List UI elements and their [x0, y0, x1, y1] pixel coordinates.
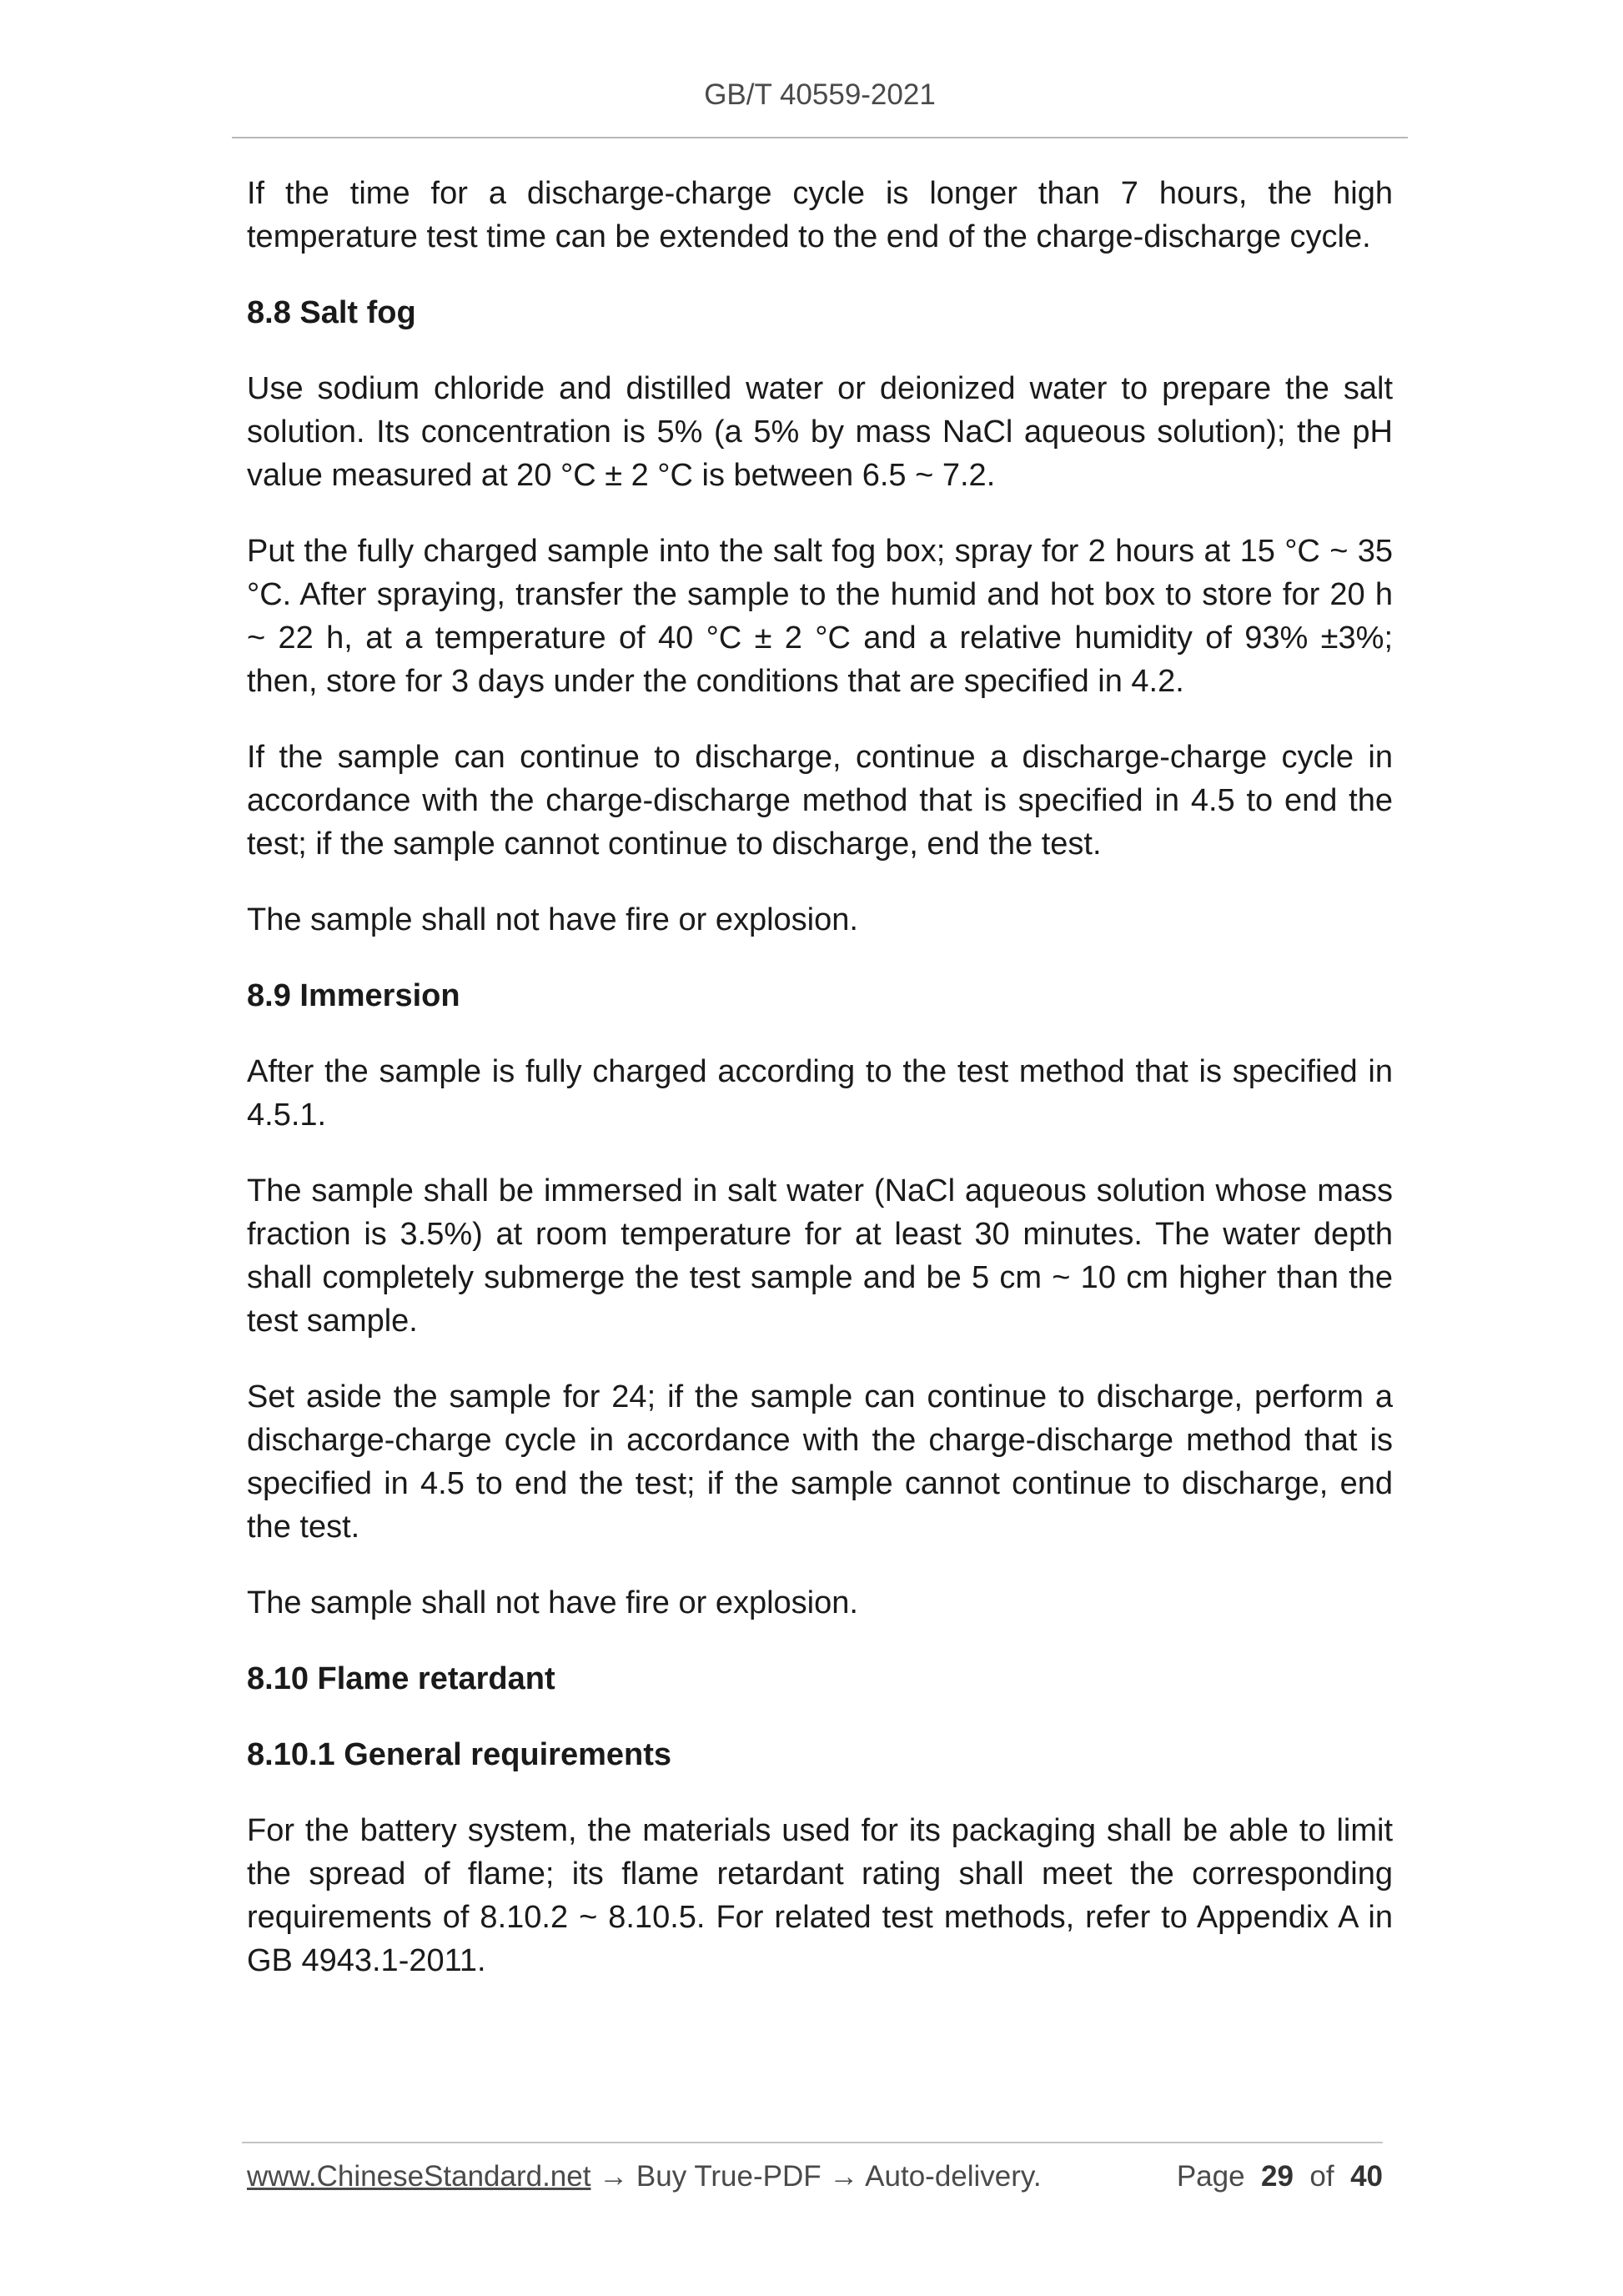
page-indicator [1177, 2160, 1383, 2193]
paragraph-immersion-requirement: The sample shall not have fire or explosion. [247, 1585, 858, 1620]
footer-promo-text: → Buy True-PDF → Auto-delivery. [590, 2160, 1042, 2193]
document-body [247, 172, 1393, 2015]
page-footer [247, 2160, 1383, 2202]
paragraph-salt-solution: Use sodium chloride and distilled water or deionized water to prepare the salt solution. Its concentration is 5% (a 5% by mass NaCl aqueous solution); the pH value measured at 20 °C ± 2 °C is between 6.5 ~ 7.2. [247, 371, 1393, 493]
footer-promo [247, 2160, 1042, 2193]
of-label: of [1309, 2160, 1334, 2193]
paragraph-salt-fog-discharge: If the sample can continue to discharge, continue a discharge-charge cycle in accordance with the charge-discharge method that is specified in 4.5 to end the test; if the sample cannot continue to discharge, end the test. [247, 740, 1393, 862]
paragraph-immersion-procedure: The sample shall be immersed in salt water (NaCl aqueous solution whose mass fraction is 3.5%) at room temperature for at least 30 minutes. The water depth shall completely submerge the test sample and be 5 cm ~ 10 cm higher than the test sample. [247, 1173, 1393, 1339]
paragraph-flame-retardant-general: For the battery system, the materials used for its packaging shall be able to limit the spread of flame; its flame retardant rating shall meet the corresponding requirements of 8.10.2 ~ 8.10.5. For related test methods, refer to Appendix A in GB 4943.1-2011. [247, 1813, 1393, 1978]
total-page-count: 40 [1350, 2160, 1383, 2193]
paragraph-salt-fog-procedure: Put the fully charged sample into the salt fog box; spray for 2 hours at 15 °C ~ 35 °C. After spraying, transfer the sample to the humid and hot box to store for 20 h ~ 22 h, at a temperature of 40 °C ± 2 °C and a relative humidity of 93% ±3%; then, store for 3 days under the conditions that are specified in 4.2. [247, 534, 1393, 699]
paragraph-salt-fog-requirement: The sample shall not have fire or explosion. [247, 902, 858, 937]
chinesestandard-link[interactable]: www.ChineseStandard.net [247, 2160, 591, 2193]
heading-8-10-1-general-requirements: 8.10.1 General requirements [247, 1737, 672, 1772]
heading-8-8-salt-fog: 8.8 Salt fog [247, 295, 416, 330]
heading-8-10-flame-retardant: 8.10 Flame retardant [247, 1661, 555, 1696]
heading-8-9-immersion: 8.9 Immersion [247, 978, 460, 1013]
current-page-number: 29 [1261, 2160, 1294, 2193]
page-label: Page [1176, 2160, 1245, 2193]
footer-divider [242, 2142, 1383, 2143]
paragraph-immersion-charge: After the sample is fully charged according to the test method that is specified in 4.5.1. [247, 1054, 1393, 1133]
header-divider [232, 137, 1408, 138]
document-header-id: GB/T 40559-2021 [704, 78, 936, 111]
paragraph-cycle-extension: If the time for a discharge-charge cycle is longer than 7 hours, the high temperature test time can be extended to the end of the charge-discharge cycle. [247, 176, 1393, 254]
paragraph-immersion-discharge: Set aside the sample for 24; if the sample can continue to discharge, perform a discharge-charge cycle in accordance with the charge-discharge method that is specified in 4.5 to end the test; if the sample cannot continue to discharge, end the test. [247, 1379, 1393, 1545]
